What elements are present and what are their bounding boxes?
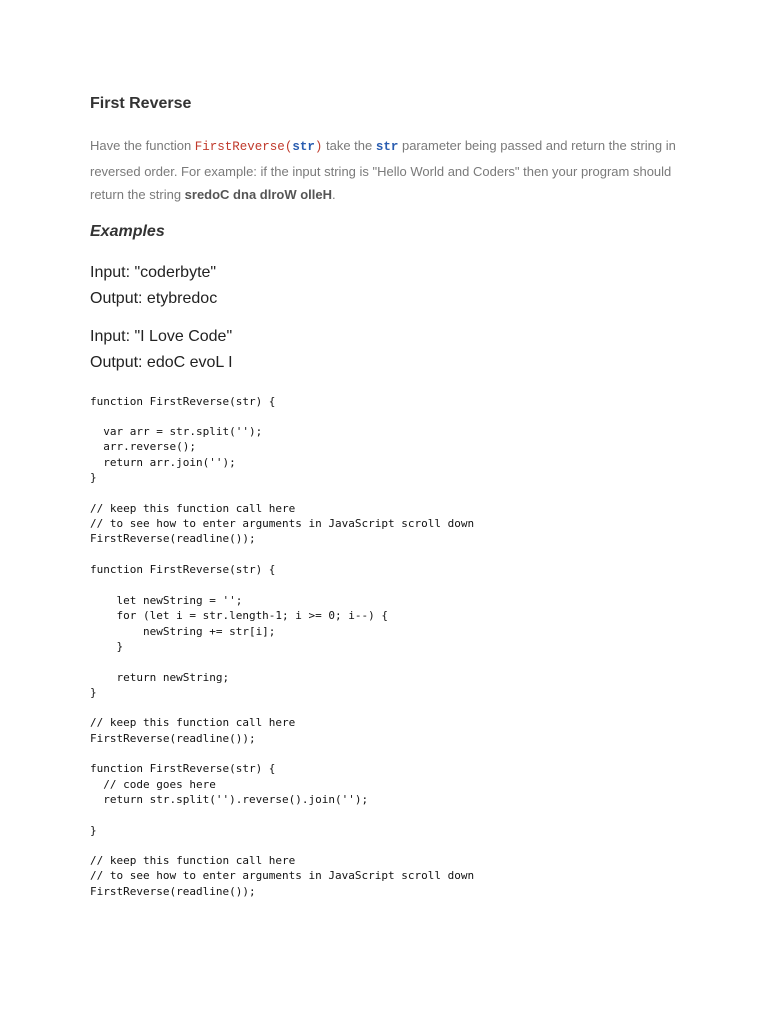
example-2	[90, 324, 690, 376]
paren-close: )	[314, 140, 323, 154]
paren-open: (	[284, 140, 293, 154]
code-snippet-2: function FirstReverse(str) { let newString = ''; for (let i = str.length-1; i >= 0; i--) { newString += str[i]; } return newString; } // keep this function call here FirstReverse(readline());	[90, 563, 389, 745]
example-1	[90, 260, 690, 312]
description-text-3: parameter being passed and return the string in reversed order. For example: if the input string is "Hello World and Coders" then your program should return the string	[90, 138, 676, 202]
description-text-2: take the	[322, 138, 376, 153]
page-title: First Reverse	[90, 95, 192, 112]
param-code: str	[292, 140, 315, 154]
examples-heading: Examples	[90, 222, 165, 240]
code-snippet-3: function FirstReverse(str) { // code goes here return str.split('').reverse().join(''); } // keep this function call here // to see how to enter arguments in JavaScript scroll down FirstReverse(readline());	[90, 762, 475, 898]
document-page	[90, 92, 690, 899]
description-text-4: .	[332, 187, 336, 202]
example-input: Input: "coderbyte"	[90, 263, 217, 281]
example-input: Input: "I Love Code"	[90, 327, 233, 345]
function-name-code: FirstReverse	[194, 140, 285, 154]
problem-description	[90, 134, 690, 207]
code-snippet-1: function FirstReverse(str) { var arr = str.split(''); arr.reverse(); return arr.join(''); } // keep this function call here // to see how to enter arguments in JavaScript scroll down FirstReverse(readline());	[90, 394, 475, 546]
param-code-2: str	[375, 140, 399, 154]
expected-output-bold: sredoC dna dlroW olleH	[184, 187, 332, 202]
description-text-1: Have the function	[90, 138, 195, 153]
example-output: Output: edoC evoL I	[90, 353, 233, 371]
example-output: Output: etybredoc	[90, 289, 218, 307]
